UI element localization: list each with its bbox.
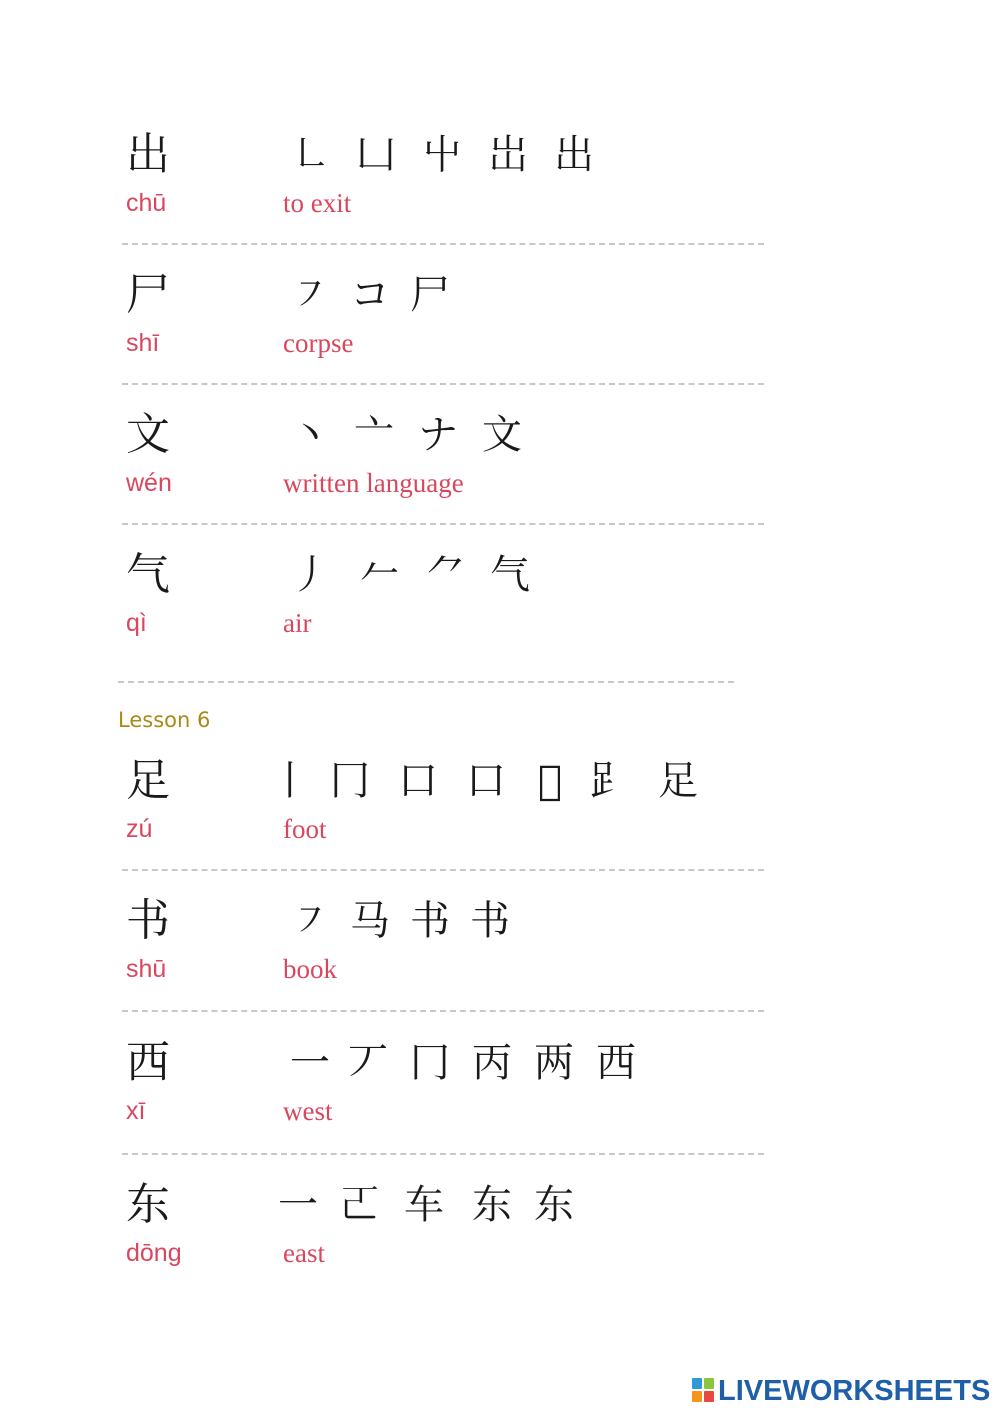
pinyin: zú xyxy=(126,815,153,843)
divider xyxy=(122,1153,764,1155)
stroke-step: 屮 xyxy=(422,132,462,178)
meaning: west xyxy=(283,1096,333,1126)
stroke-step: 车 xyxy=(404,1182,444,1228)
stroke-step: 岀 xyxy=(488,132,528,178)
stroke-step: 两 xyxy=(534,1040,574,1086)
stroke-step: 出 xyxy=(554,132,594,178)
stroke-step: 丶 xyxy=(290,412,330,458)
brand-name: LIVEWORKSHEETS xyxy=(718,1375,991,1407)
entry-shu xyxy=(0,896,1000,1036)
meaning: written language xyxy=(283,468,464,498)
stroke-step: 书 xyxy=(410,898,450,944)
stroke-step: 𠯁 xyxy=(537,758,562,804)
divider xyxy=(122,869,764,871)
stroke-step: 气 xyxy=(490,552,530,598)
stroke-step: 冂 xyxy=(410,1040,450,1086)
pinyin: shī xyxy=(126,329,160,357)
stroke-step: 马 xyxy=(350,898,390,944)
stroke-step: 丆 xyxy=(348,1040,388,1086)
entry-chu xyxy=(0,130,1000,270)
meaning: foot xyxy=(283,814,327,844)
stroke-step: 丿 xyxy=(290,552,330,598)
character: 东 xyxy=(126,1179,170,1230)
pinyin: shū xyxy=(126,955,167,983)
stroke-step: 西 xyxy=(596,1040,636,1086)
stroke-step: 凵 xyxy=(356,132,396,178)
stroke-step: 一 xyxy=(290,1040,330,1086)
divider xyxy=(122,1010,764,1012)
stroke-step: 亠 xyxy=(354,412,394,458)
stroke-step: 尸 xyxy=(410,272,450,318)
stroke-step: コ xyxy=(350,272,390,318)
stroke-step: ㇇ xyxy=(290,272,330,318)
pinyin: wén xyxy=(126,469,172,497)
stroke-step: 𧾷 xyxy=(590,758,630,804)
stroke-step: ⺈ xyxy=(426,552,466,598)
stroke-step: ㇇ xyxy=(290,898,330,944)
section-divider xyxy=(118,681,734,683)
character: 书 xyxy=(126,895,170,946)
stroke-step: 东 xyxy=(534,1182,574,1228)
character: 尸 xyxy=(126,269,170,320)
entry-dong xyxy=(0,1180,1000,1320)
entry-qi xyxy=(0,550,1000,690)
stroke-step: 丨 xyxy=(270,758,310,804)
divider xyxy=(122,243,764,245)
pinyin: qì xyxy=(126,609,147,637)
stroke-step: 文 xyxy=(482,412,522,458)
meaning: to exit xyxy=(283,188,352,218)
divider xyxy=(122,523,764,525)
stroke-step: ㇗ xyxy=(290,132,330,178)
character: 文 xyxy=(126,409,170,460)
stroke-step: 丙 xyxy=(472,1040,512,1086)
stroke-step: 口 xyxy=(398,758,438,804)
stroke-step: 𠂉 xyxy=(360,552,400,598)
entry-shi xyxy=(0,270,1000,410)
meaning: air xyxy=(283,608,312,638)
character: 西 xyxy=(126,1037,170,1088)
pinyin: chū xyxy=(126,189,167,217)
character: 足 xyxy=(126,755,170,806)
lesson-heading: Lesson 6 xyxy=(118,708,211,732)
pinyin: xī xyxy=(126,1097,146,1125)
stroke-step: 东 xyxy=(472,1182,512,1228)
meaning: book xyxy=(283,954,337,984)
entry-wen xyxy=(0,410,1000,550)
entry-zu xyxy=(0,756,1000,896)
meaning: east xyxy=(283,1238,325,1268)
stroke-step: 足 xyxy=(658,758,698,804)
entry-xi xyxy=(0,1038,1000,1178)
meaning: corpse xyxy=(283,328,354,358)
character: 出 xyxy=(126,129,170,180)
stroke-step: 口 xyxy=(466,758,506,804)
liveworksheets-logo-icon xyxy=(692,1378,714,1402)
stroke-step: 𠀀 xyxy=(340,1182,380,1228)
stroke-step: 一 xyxy=(278,1182,318,1228)
pinyin: dōng xyxy=(126,1239,182,1267)
stroke-step: ナ xyxy=(418,412,458,458)
stroke-step: 书 xyxy=(470,898,510,944)
divider xyxy=(122,383,764,385)
character: 气 xyxy=(126,549,170,600)
stroke-step: 冂 xyxy=(330,758,370,804)
